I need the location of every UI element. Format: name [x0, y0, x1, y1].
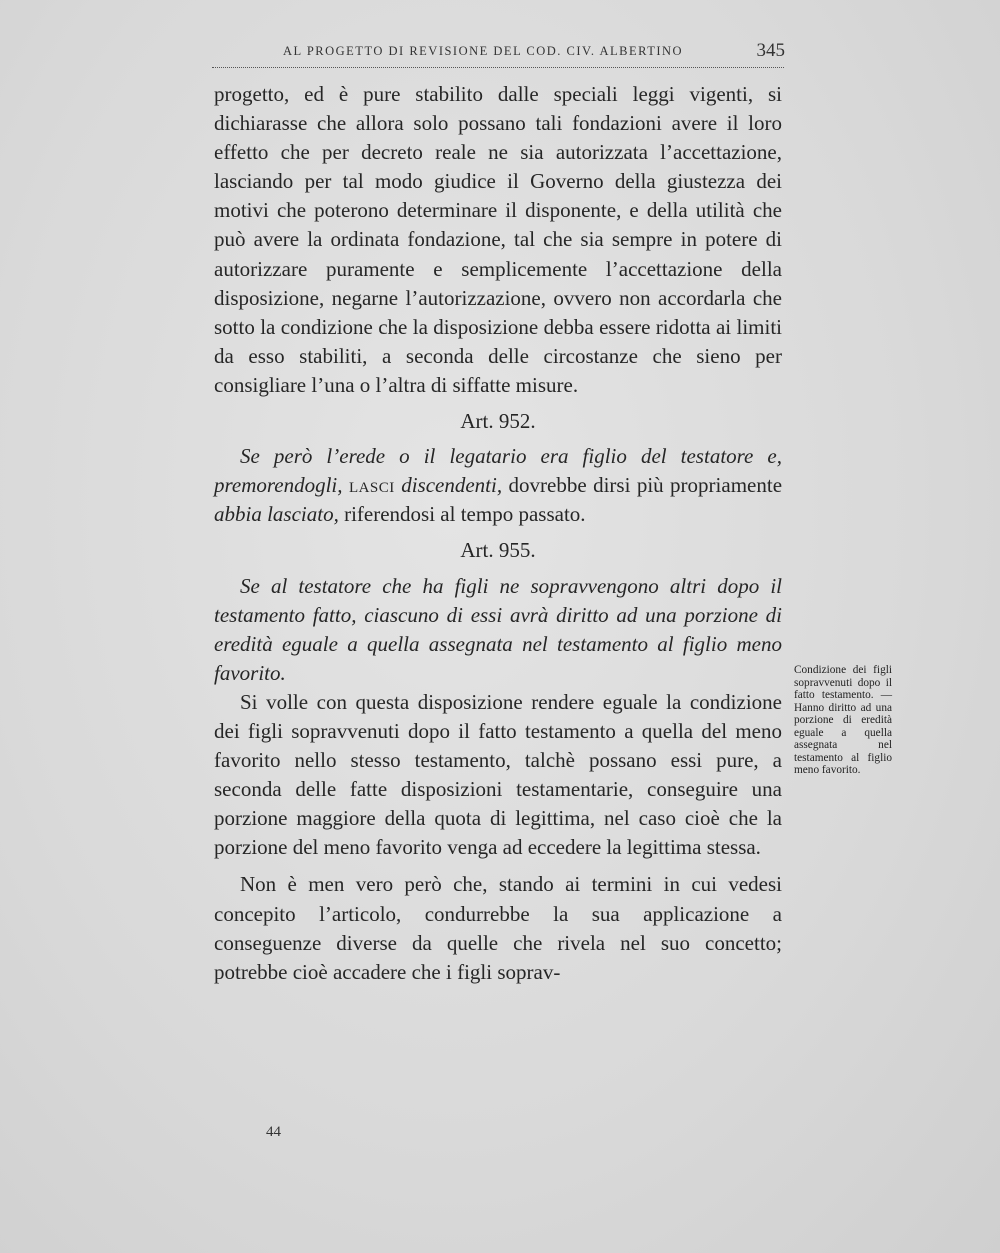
margin-note: Condizione dei figli sopravvenuti dopo il fatto testamento. — Hanno diritto ad una porzione di eredità eguale a quella assegnata nel testamento al figlio meno favorito. — [794, 664, 892, 776]
article-952-heading: Art. 952. — [460, 409, 536, 434]
page-number: 345 — [756, 40, 785, 61]
paragraph-3: Non è men vero però che, stando ai termini in cui vedesi concepito l’articolo, condurrebbe la sua applicazione a conseguenze diverse da quelle che rivela nel suo concetto; potrebbe cioè accadere che i figli soprav- — [214, 872, 782, 984]
article-955-text: Se al testatore che ha figli ne sopravvengono altri dopo il testamento fatto, ciascuno di essi avrà diritto ad una porzione di eredità eguale a quella assegnata nel testamento al figlio meno favorito. — [214, 573, 782, 685]
paragraph-2: Si volle con questa disposizione rendere eguale la condizione dei figli sopravvenuti dopo il fatto testamento a quella del meno favorito nello stesso testamento, talchè possano essi pure, a seconda delle fatte disposizioni testamentarie, conseguire una porzione maggiore della quota di legittima, nel caso cioè che la porzione del meno favorito venga ad eccedere la legittima stessa. — [214, 689, 782, 860]
art952-lasci: lasci — [348, 473, 395, 498]
article-955-heading: Art. 955. — [460, 538, 536, 563]
main-text — [214, 80, 782, 987]
article-952-text — [214, 442, 782, 529]
art952-text-part1: Se però l’erede o il legatario era figlio del testatore e, premorendogli, — [214, 444, 782, 498]
art952-text-part6: riferendosi al tempo passato. — [344, 502, 586, 527]
running-head: AL PROGETTO DI REVISIONE DEL COD. CIV. ALBERTINO — [283, 44, 684, 58]
header-rule — [212, 67, 784, 68]
paragraph-1: progetto, ed è pure stabilito dalle speciali leggi vigenti, si dichiarasse che allora solo possano tali fondazioni avere il loro effetto che per decreto reale ne sia autorizzata l’accettazione, lasciando per tal modo giudice il Governo della giustezza dei motivi che poterono determinare il disponente, e della utilità che può avere la ordinata fondazione, tal che sia sempre in potere di autorizzare puramente e semplicemente l’accettazione della disposizione, negarne l’autorizzazione, ovvero non accordarla che sotto la condizione che la disposizione debba essere ridotta ai limiti da esso stabiliti, a seconda delle circostanze che sieno per consigliare l’una o l’altra di siffatte misure. — [214, 82, 782, 397]
art952-text-part5: abbia lasciato, — [214, 502, 339, 527]
signature-mark: 44 — [266, 1124, 281, 1140]
art952-text-part3: discendenti, — [401, 473, 503, 498]
art952-text-part4: dovrebbe dirsi più propriamente — [508, 473, 783, 498]
